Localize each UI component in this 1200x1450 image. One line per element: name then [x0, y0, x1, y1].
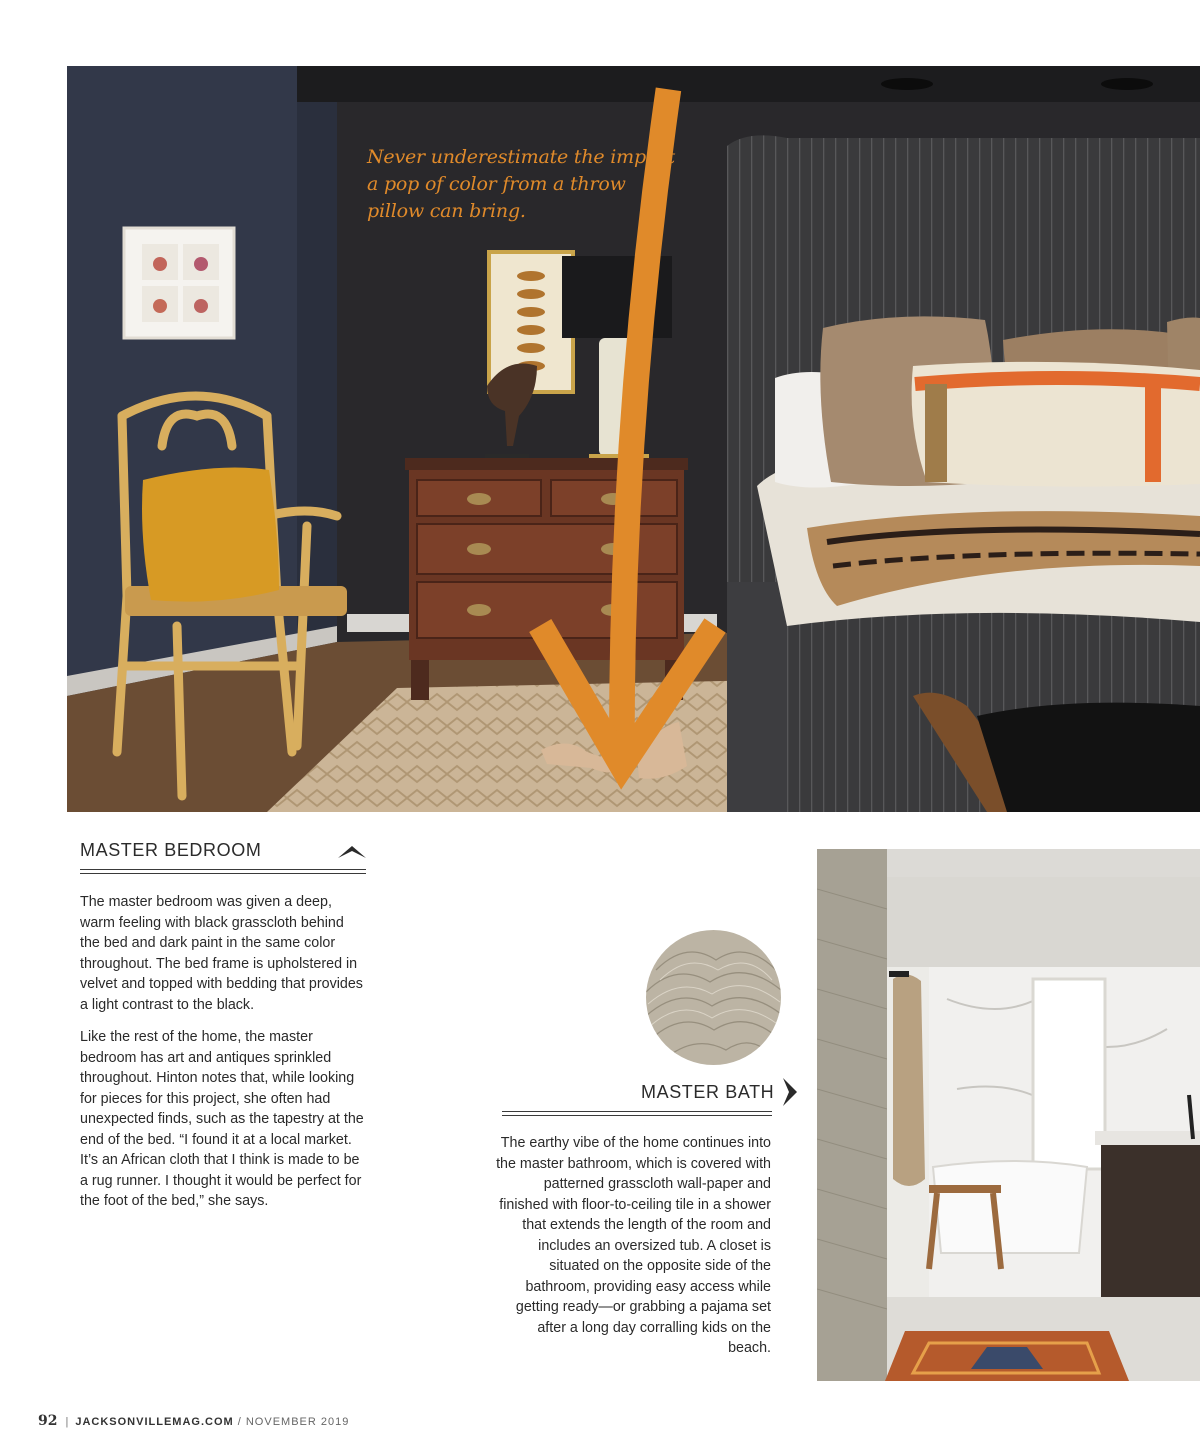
callout-arrow-icon — [67, 66, 1200, 812]
master-bath-heading: MASTER BATH — [641, 1082, 775, 1102]
master-bath-body: The earthy vibe of the home continues into the master bathroom, which is covered with patterned grasscloth wall-paper and finished with floor-to-ceiling tile in a shower that extends the length of the room and includes an oversized tub. A closet is situated on the opposite side of the bathroom, providing easy access while getting ready—or grabbing a pajama set after a long day corralling kids on the beach. — [496, 1135, 771, 1356]
chevron-up-icon — [336, 842, 368, 860]
footer-site: JACKSONVILLEMAG.COM — [75, 1416, 234, 1428]
master-bedroom-heading: MASTER BEDROOM — [80, 840, 262, 860]
footer-separator: | — [65, 1416, 70, 1428]
page-footer — [38, 1413, 349, 1429]
heading-divider — [502, 1111, 772, 1116]
grasscloth-swatch-image — [646, 930, 781, 1065]
body-paragraph: Like the rest of the home, the master bedroom has art and antiques sprinkled throughout. Hinton notes that, while looking for pieces for this project, she often had unexpected finds, such as the tapestry at the end of the bed. “I found it at a local market. It’s an African cloth that I think is made to be a rug runner. I thought it would be perfect for the foot of the bed,” she says. — [80, 1029, 364, 1209]
bathroom-photo-illustration — [817, 849, 1200, 1381]
chevron-right-icon — [780, 1076, 800, 1108]
heading-divider — [80, 869, 366, 874]
callout-note: Never underestimate the impact a pop of color from a throw pillow can bring. — [367, 146, 675, 222]
body-paragraph: The master bedroom was given a deep, warm feeling with black grasscloth behind the bed and dark paint in the same color throughout. The bed frame is upholstered in velvet and topped with bedding that provides a light contrast to the black. — [80, 894, 363, 1013]
bedroom-photo — [67, 66, 1200, 812]
bathroom-photo — [817, 849, 1200, 1381]
master-bedroom-body — [80, 892, 364, 1224]
swatch-texture — [646, 930, 781, 1065]
footer-date: / NOVEMBER 2019 — [237, 1416, 350, 1428]
page-number: 92 — [38, 1413, 58, 1429]
